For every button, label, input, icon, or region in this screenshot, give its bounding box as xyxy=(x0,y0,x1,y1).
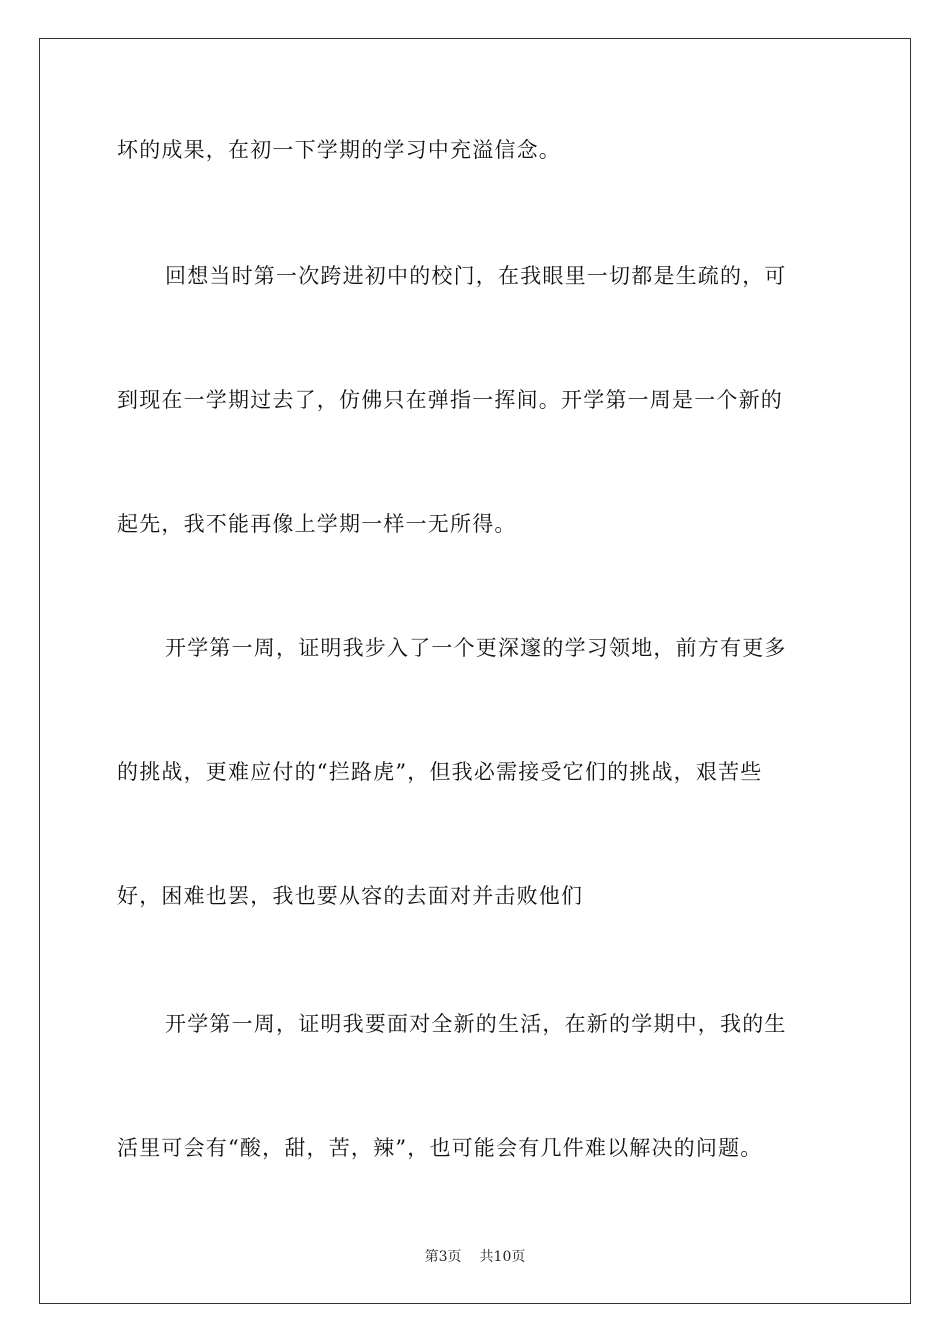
text-line-7: 好，困难也罢，我也要从容的去面对并击败他们 xyxy=(117,884,584,908)
text-line-3: 到现在一学期过去了，仿佛只在弹指一挥间。开学第一周是一个新的 xyxy=(117,388,783,412)
text-line-9: 活里可会有“酸，甜，苦，辣”，也可能会有几件难以解决的问题。 xyxy=(117,1136,763,1160)
text-line-5: 开学第一周，证明我步入了一个更深邃的学习领地，前方有更多 xyxy=(165,636,787,660)
text-line-8: 开学第一周，证明我要面对全新的生活，在新的学期中，我的生 xyxy=(165,1012,787,1036)
text-line-2: 回想当时第一次跨进初中的校门，在我眼里一切都是生疏的，可 xyxy=(165,264,787,288)
text-line-1: 坏的成果，在初一下学期的学习中充溢信念。 xyxy=(117,138,561,162)
page-border xyxy=(39,38,911,1304)
text-line-4: 起先，我不能再像上学期一样一无所得。 xyxy=(117,512,517,536)
text-line-6: 的挑战，更难应付的“拦路虎”，但我必需接受它们的挑战，艰苦些 xyxy=(117,760,763,784)
page-number: 第3页 xyxy=(424,1249,462,1265)
page-footer xyxy=(0,1246,950,1266)
page-total: 共10页 xyxy=(479,1249,526,1265)
